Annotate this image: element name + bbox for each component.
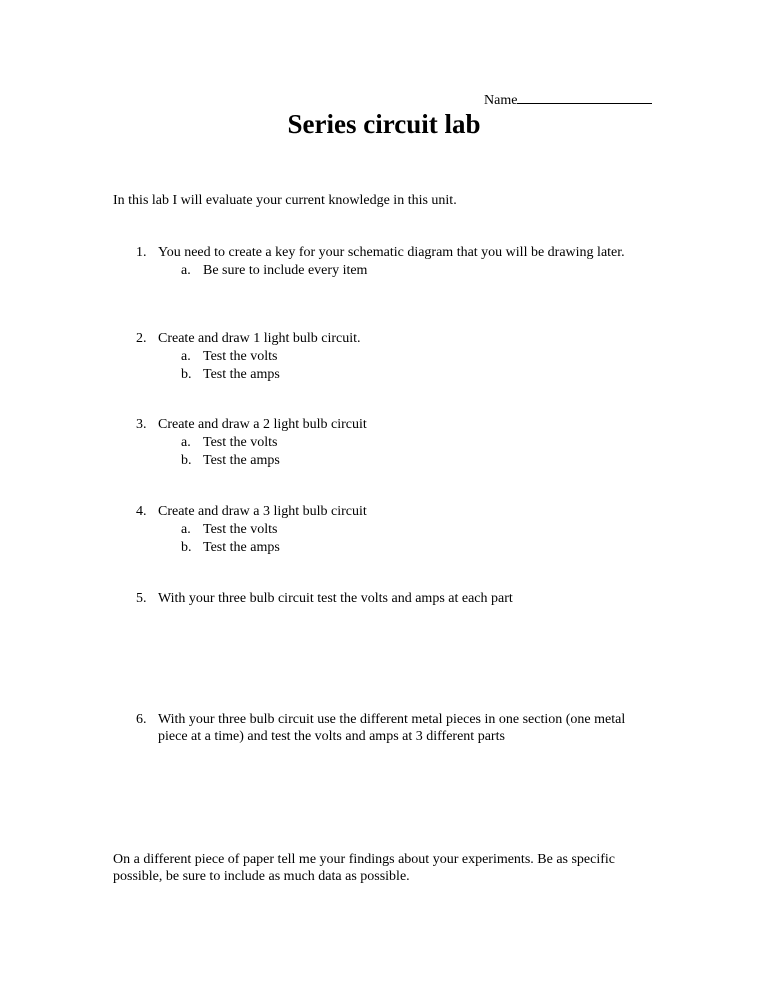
page-title: Series circuit lab bbox=[287, 109, 481, 139]
sub-item bbox=[181, 521, 636, 538]
sub-item-letter: a. bbox=[181, 263, 191, 278]
list-item-2 bbox=[136, 330, 636, 383]
sub-item bbox=[181, 539, 636, 556]
item-text: Create and draw a 3 light bulb circuit bbox=[158, 504, 367, 519]
sub-item bbox=[181, 452, 636, 469]
name-field bbox=[484, 91, 652, 109]
list-item-1 bbox=[136, 244, 636, 279]
sub-item-letter: b. bbox=[181, 453, 192, 468]
name-blank-line bbox=[517, 91, 652, 104]
item-number: 3. bbox=[136, 417, 147, 432]
sub-item-text: Test the amps bbox=[203, 367, 280, 382]
sub-item bbox=[181, 366, 636, 383]
item-number: 4. bbox=[136, 504, 147, 519]
list-item-4 bbox=[136, 503, 636, 556]
list-item-5 bbox=[136, 590, 636, 607]
item-number: 1. bbox=[136, 245, 147, 260]
sub-item-text: Test the amps bbox=[203, 453, 280, 468]
sub-item bbox=[181, 434, 636, 451]
sub-item-letter: a. bbox=[181, 435, 191, 450]
name-label: Name bbox=[484, 93, 518, 108]
item-text: You need to create a key for your schematic diagram that you will be drawing later. bbox=[158, 245, 625, 260]
sub-item-text: Test the volts bbox=[203, 349, 278, 364]
item-text: Create and draw a 2 light bulb circuit bbox=[158, 417, 367, 432]
item-number: 6. bbox=[136, 712, 147, 727]
item-text: Create and draw 1 light bulb circuit. bbox=[158, 331, 361, 346]
intro-text: In this lab I will evaluate your current knowledge in this unit. bbox=[113, 193, 457, 208]
sub-item-text: Test the volts bbox=[203, 435, 278, 450]
list-item-3 bbox=[136, 416, 636, 469]
sub-item-letter: a. bbox=[181, 349, 191, 364]
sub-item bbox=[181, 262, 636, 279]
sub-item-text: Test the volts bbox=[203, 522, 278, 537]
item-number: 5. bbox=[136, 591, 147, 606]
item-number: 2. bbox=[136, 331, 147, 346]
sub-item-letter: b. bbox=[181, 540, 192, 555]
item-text: With your three bulb circuit test the volts and amps at each part bbox=[158, 591, 513, 606]
closing-instructions: On a different piece of paper tell me your findings about your experiments. Be as specific possible, be sure to include as much data as possible. bbox=[113, 852, 616, 884]
item-text: With your three bulb circuit use the different metal pieces in one section (one metal piece at a time) and test the volts and amps at 3 different parts bbox=[158, 712, 626, 744]
list-item-6 bbox=[136, 711, 636, 745]
sub-item-letter: b. bbox=[181, 367, 192, 382]
sub-item bbox=[181, 348, 636, 365]
sub-item-text: Test the amps bbox=[203, 540, 280, 555]
sub-item-text: Be sure to include every item bbox=[203, 263, 368, 278]
sub-item-letter: a. bbox=[181, 522, 191, 537]
